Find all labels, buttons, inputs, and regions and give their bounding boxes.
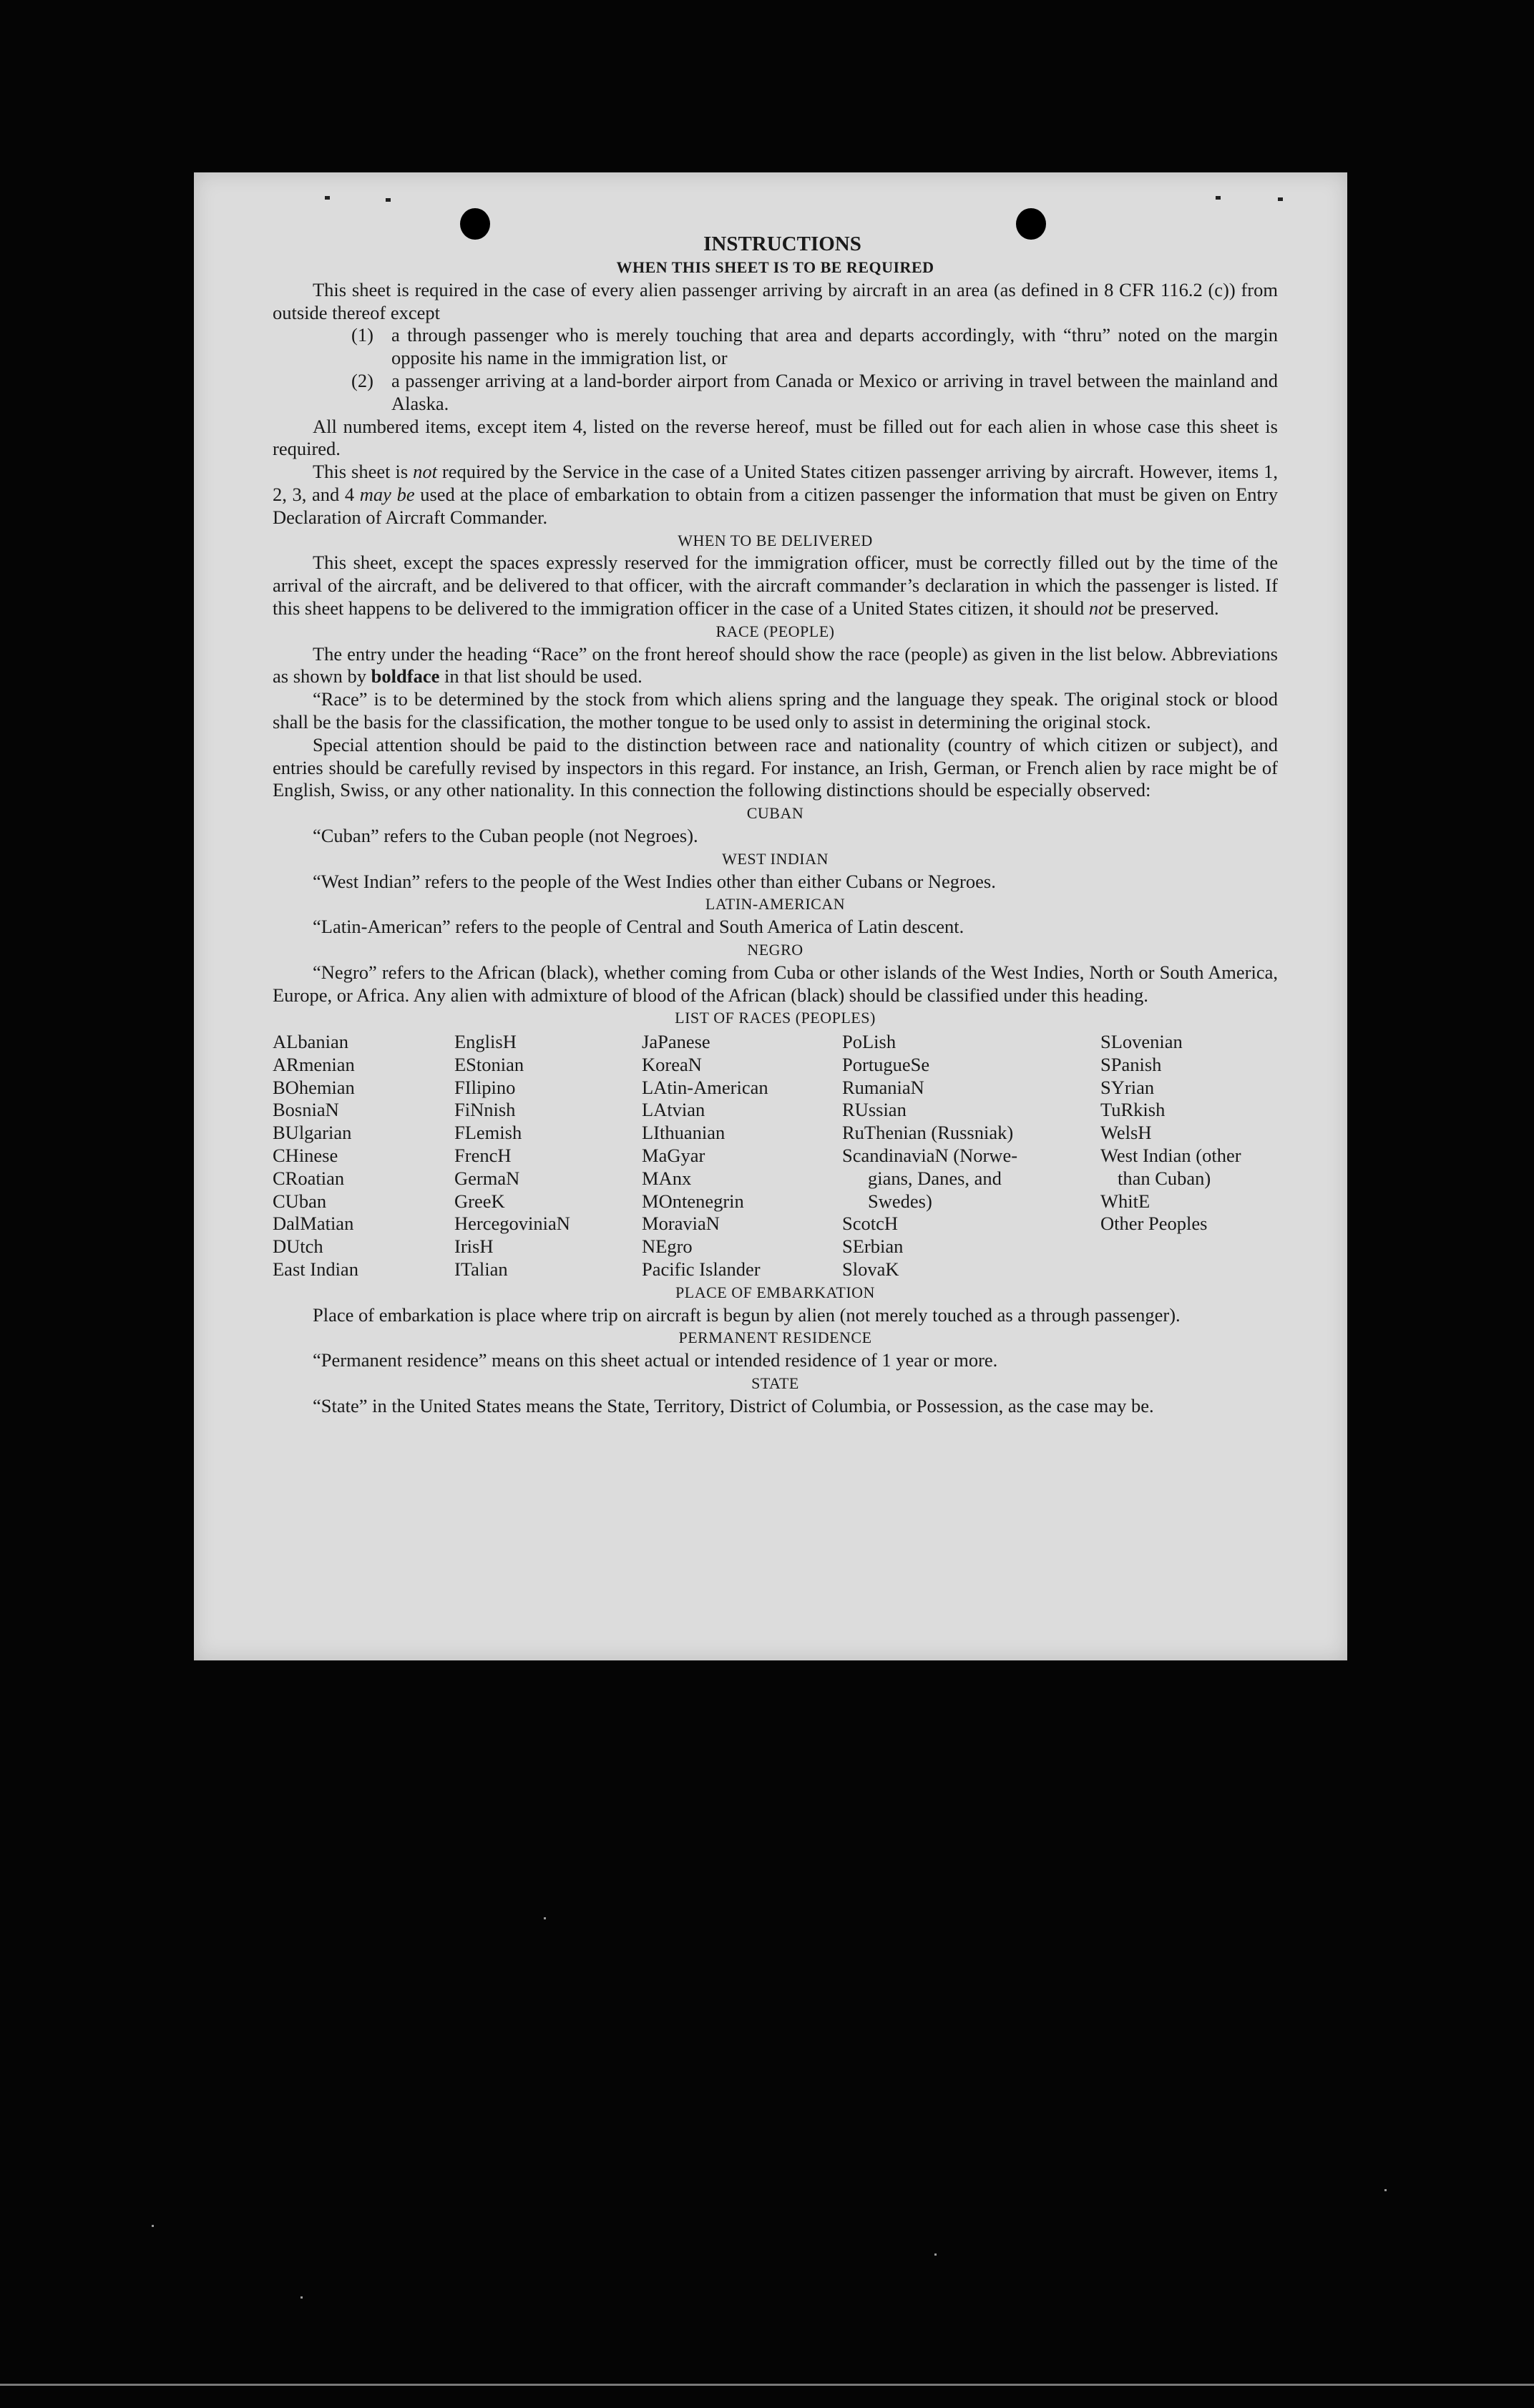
- paragraph-race-entry: The entry under the heading “Race” on the front hereof should show the race (people) as given in the list below. Abbreviations as shown by boldface in that list should be used.: [273, 642, 1278, 687]
- heading-negro: NEGRO: [747, 940, 803, 959]
- scan-edge-line: [0, 2384, 1534, 2386]
- item-number: (1): [351, 324, 373, 346]
- heading-latin-american: LATIN-AMERICAN: [705, 895, 846, 914]
- scan-speck: [152, 2225, 154, 2227]
- scan-speck: [1384, 2189, 1387, 2191]
- list-item: HercegoviniaN: [454, 1213, 570, 1235]
- list-item: SErbian: [842, 1235, 904, 1258]
- list-item: EStonian: [454, 1053, 524, 1075]
- heading-race: RACE (PEOPLE): [715, 622, 835, 640]
- list-item: Swedes): [868, 1190, 932, 1212]
- list-item: MaGyar: [642, 1145, 705, 1167]
- list-item: CRoatian: [273, 1167, 345, 1189]
- list-item: West Indian (other: [1100, 1145, 1241, 1167]
- list-item: EnglisH: [454, 1031, 517, 1053]
- list-item: LAtin-American: [642, 1076, 768, 1098]
- document-body: [273, 232, 1278, 1418]
- list-item: BosniaN: [273, 1099, 339, 1121]
- list-item: TuRkish: [1100, 1099, 1166, 1121]
- scan-speck: [934, 2253, 937, 2256]
- heading-when-delivered: WHEN TO BE DELIVERED: [678, 531, 873, 549]
- list-item: DalMatian: [273, 1213, 354, 1235]
- paragraph-negro: “Negro” refers to the African (black), whether coming from Cuba or other islands of the West Indies, North or South America, Europe, or Africa. Any alien with admixture of blood of the African (black) should be classified under this heading.: [273, 961, 1278, 1006]
- race-column: [454, 1031, 642, 1281]
- list-item: BOhemian: [273, 1076, 355, 1098]
- paragraph-numbered-items: All numbered items, except item 4, listed on the reverse hereof, must be filled out for each alien in whose case this sheet is required.: [273, 415, 1278, 460]
- list-item-exception-2: [273, 370, 1278, 416]
- list-item: LIthuanian: [642, 1122, 726, 1144]
- page-title: INSTRUCTIONS: [703, 233, 861, 255]
- scan-mark: [1216, 196, 1221, 200]
- list-item: Other Peoples: [1100, 1213, 1208, 1235]
- list-item-exception-1: [273, 324, 1278, 370]
- list-item: RuThenian (Russniak): [842, 1122, 1014, 1144]
- scan-mark: [325, 196, 330, 200]
- paragraph-citizen-passenger: This sheet is not required by the Service in the case of a United States citizen passenger arriving by aircraft. However, items 1, 2, 3, and 4 may be used at the place of embarkation to obtain from a citizen passenger the information that must be given on Entry Declaration of Aircraft Commander.: [273, 461, 1278, 528]
- list-item: FiNnish: [454, 1099, 516, 1121]
- list-item: East Indian: [273, 1258, 358, 1281]
- paragraph-required-intro: This sheet is required in the case of every alien passenger arriving by aircraft in an area (as defined in 8 CFR 116.2 (c)) from outside thereof except: [273, 278, 1278, 323]
- list-item: RumaniaN: [842, 1076, 924, 1098]
- paragraph-race-nationality: Special attention should be paid to the distinction between race and nationality (country of which citizen or subject), and entries should be carefully revised by inspectors in this regard. For instance, an Irish, German, or French alien by race might be of English, Swiss, or any other nationality. In this connection the following distinctions should be especially observed:: [273, 733, 1278, 801]
- list-item: FrencH: [454, 1145, 512, 1167]
- paragraph-race-stock: “Race” is to be determined by the stock from which aliens spring and the language they speak. The original stock or blood shall be the basis for the classification, the mother tongue to be used only to assist in determining the original stock.: [273, 688, 1278, 733]
- heading-west-indian: WEST INDIAN: [722, 849, 829, 868]
- list-item: GermaN: [454, 1167, 520, 1189]
- list-item: DUtch: [273, 1235, 323, 1258]
- list-item: ScotcH: [842, 1213, 899, 1235]
- scan-speck: [544, 1917, 546, 1919]
- list-item: MOntenegrin: [642, 1190, 744, 1212]
- list-item: PortugueSe: [842, 1053, 930, 1075]
- list-item: LAtvian: [642, 1099, 705, 1121]
- race-column: [842, 1031, 1100, 1281]
- list-item: ALbanian: [273, 1031, 348, 1053]
- paragraph-state: “State” in the United States means the State, Territory, District of Columbia, or Possession, as the case may be.: [313, 1394, 1154, 1416]
- list-item: SPanish: [1100, 1053, 1162, 1075]
- scan-mark: [386, 198, 391, 202]
- heading-when-required: WHEN THIS SHEET IS TO BE REQUIRED: [616, 258, 934, 276]
- paragraph-delivery: This sheet, except the spaces expressly reserved for the immigration officer, must be correctly filled out by the time of the arrival of the aircraft, and be delivered to that officer, with the aircraft commander’s declaration in which the passenger is listed. If this sheet happens to be delivered to the immigration officer in the case of a United States citizen, it should not be preserved.: [273, 552, 1278, 619]
- document-sheet: [194, 172, 1347, 1660]
- paragraph-embarkation: Place of embarkation is place where trip on aircraft is begun by alien (not merely touched as a through passenger).: [313, 1303, 1181, 1326]
- list-item: ScandinaviaN (Norwe-: [842, 1145, 1018, 1167]
- race-column: [273, 1031, 454, 1281]
- list-item: SlovaK: [842, 1258, 899, 1281]
- list-item: SYrian: [1100, 1076, 1155, 1098]
- list-item: NEgro: [642, 1235, 693, 1258]
- heading-list-of-races: LIST OF RACES (PEOPLES): [675, 1009, 876, 1027]
- item-text: a passenger arriving at a land-border airport from Canada or Mexico or arriving in travel between the mainland and Alaska.: [391, 369, 1278, 414]
- scan-speck: [301, 2296, 303, 2299]
- paragraph-residence: “Permanent residence” means on this sheet actual or intended residence of 1 year or more.: [313, 1349, 998, 1371]
- list-item: RUssian: [842, 1099, 907, 1121]
- list-item: BUlgarian: [273, 1122, 352, 1144]
- list-item: MoraviaN: [642, 1213, 720, 1235]
- list-item: CUban: [273, 1190, 327, 1212]
- heading-state: STATE: [751, 1374, 799, 1393]
- list-item: Pacific Islander: [642, 1258, 761, 1281]
- list-item: FLemish: [454, 1122, 522, 1144]
- list-item: ARmenian: [273, 1053, 355, 1075]
- list-item: SLovenian: [1100, 1031, 1183, 1053]
- paragraph-latin-american: “Latin-American” refers to the people of Central and South America of Latin descent.: [313, 916, 964, 938]
- list-item: PoLish: [842, 1031, 897, 1053]
- heading-place-of-embarkation: PLACE OF EMBARKATION: [675, 1283, 875, 1301]
- list-item: WhitE: [1100, 1190, 1150, 1212]
- list-item: CHinese: [273, 1145, 338, 1167]
- list-item: IrisH: [454, 1235, 494, 1258]
- heading-permanent-residence: PERMANENT RESIDENCE: [678, 1328, 872, 1347]
- list-item: ITalian: [454, 1258, 508, 1281]
- list-item: GreeK: [454, 1190, 505, 1212]
- list-item: than Cuban): [1118, 1167, 1211, 1189]
- list-item: JaPanese: [642, 1031, 710, 1053]
- item-text: a through passenger who is merely touching that area and departs accordingly, with “thru” noted on the margin opposite his name in the immigration list, or: [391, 324, 1278, 369]
- race-list-table: [273, 1031, 1278, 1281]
- paragraph-cuban: “Cuban” refers to the Cuban people (not Negroes).: [313, 824, 698, 846]
- race-column: [642, 1031, 842, 1281]
- list-item: FIlipino: [454, 1076, 516, 1098]
- list-item: MAnx: [642, 1167, 692, 1189]
- paragraph-west-indian: “West Indian” refers to the people of the West Indies other than either Cubans or Negroes.: [313, 870, 996, 892]
- heading-cuban: CUBAN: [746, 804, 804, 823]
- list-item: gians, Danes, and: [868, 1167, 1002, 1189]
- list-item: KoreaN: [642, 1053, 702, 1075]
- scan-mark: [1278, 197, 1283, 201]
- race-column: [1100, 1031, 1278, 1281]
- list-item: WelsH: [1100, 1122, 1152, 1144]
- item-number: (2): [351, 369, 373, 391]
